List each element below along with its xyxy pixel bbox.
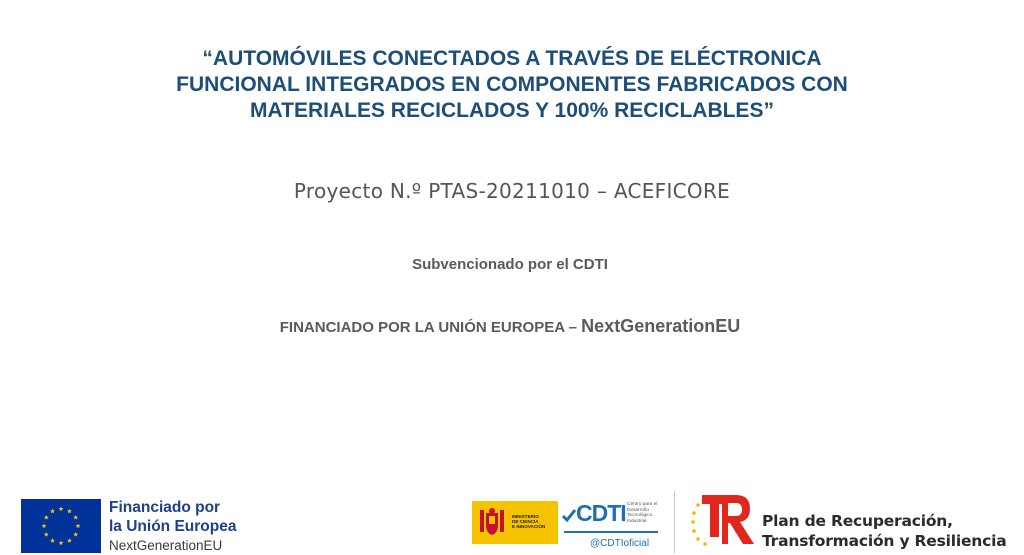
ministry-line: E INNOVACIÓN bbox=[512, 524, 546, 530]
cdti-desc-line: Desarrollo bbox=[627, 507, 649, 513]
eu-logo-line: Financiado por bbox=[109, 499, 221, 516]
cdti-description bbox=[627, 502, 657, 524]
eu-logo-line: la Unión Europea bbox=[109, 518, 237, 535]
plan-logo-text bbox=[762, 511, 1006, 551]
title-line: MATERIALES RECICLADOS Y 100% RECICLABLES” bbox=[250, 99, 774, 122]
checkmark-icon bbox=[562, 509, 576, 523]
ministry-text bbox=[512, 514, 545, 530]
project-title bbox=[100, 46, 924, 124]
subsidy-text: Subvencionado por el CDTI bbox=[412, 256, 608, 273]
cdti-desc-line: Tecnológico bbox=[627, 513, 653, 519]
ministry-line: MINISTERIO bbox=[512, 514, 539, 519]
ministry-logo bbox=[472, 501, 558, 544]
plan-line: Transformación y Resiliencia bbox=[762, 532, 1007, 550]
title-line: “AUTOMÓVILES CONECTADOS A TRAVÉS DE ELÉCTRONICA bbox=[202, 47, 822, 70]
eu-flag-icon bbox=[21, 499, 101, 553]
plan-line: Plan de Recuperación, bbox=[762, 512, 953, 530]
cdti-logo bbox=[564, 500, 660, 552]
funding-statement bbox=[0, 316, 1020, 337]
coat-of-arms-icon bbox=[478, 507, 506, 538]
cdti-rule bbox=[564, 531, 658, 533]
logo-divider bbox=[674, 491, 675, 553]
eu-logo-nextgen: NextGenerationEU bbox=[109, 538, 223, 553]
cdti-handle: @CDTIoficial bbox=[590, 538, 650, 549]
project-number: Proyecto N.º PTAS-20211010 – ACEFICORE bbox=[293, 179, 731, 203]
ministry-line: DE CIENCIA bbox=[512, 519, 539, 525]
funding-prefix: FINANCIADO POR LA UNIÓN EUROPEA – bbox=[279, 319, 582, 336]
eu-logo-text bbox=[109, 498, 236, 536]
title-line: FUNCIONAL INTEGRADOS EN COMPONENTES FABRICADOS CON bbox=[176, 73, 848, 96]
plan-recuperacion-logo-icon bbox=[690, 491, 756, 549]
funding-emphasis: NextGenerationEU bbox=[581, 316, 741, 336]
cdti-desc-line: Industrial bbox=[627, 518, 647, 524]
cdti-desc-line: Centro para el bbox=[627, 502, 658, 507]
cdti-mark: CDTI bbox=[576, 500, 626, 526]
